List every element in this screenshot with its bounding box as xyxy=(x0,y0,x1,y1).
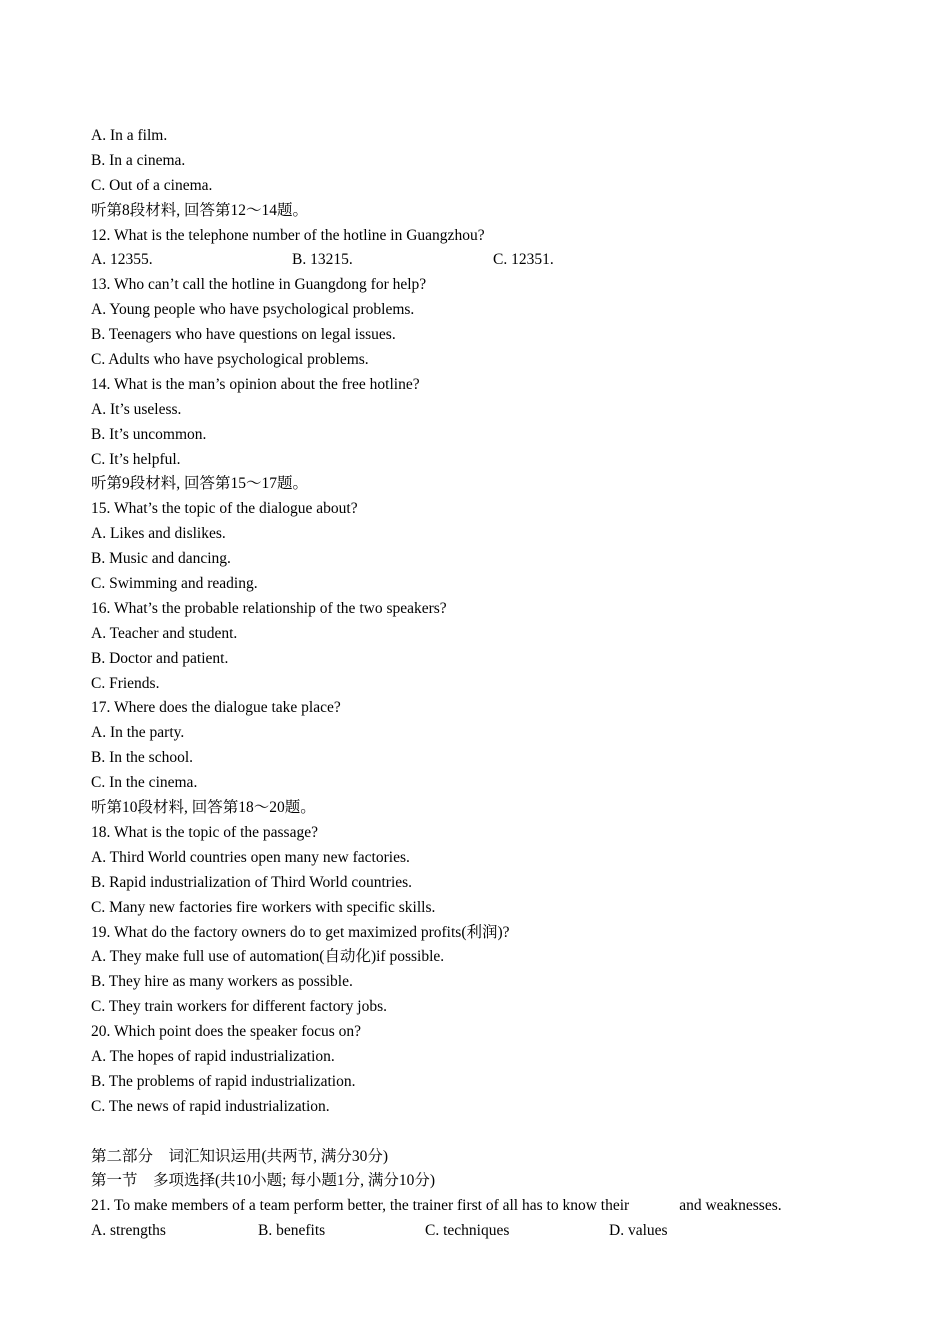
q19-option-b: B. They hire as many workers as possible. xyxy=(91,973,353,991)
q14-question: 14. What is the man’s opinion about the free hotline? xyxy=(91,375,420,393)
q20-option-a: A. The hopes of rapid industrialization. xyxy=(91,1047,335,1065)
q15-option-b: B. Music and dancing. xyxy=(91,550,231,568)
q16-option-a: A. Teacher and student. xyxy=(91,624,238,642)
q12-question: 12. What is the telephone number of the hotline in Guangzhou? xyxy=(91,226,485,244)
q14-option-a: A. It’s useless. xyxy=(91,400,182,418)
q21-option-a: A. strengths xyxy=(91,1222,166,1240)
instruction-passage-10: 听第10段材料, 回答第18～20题。 xyxy=(91,799,316,817)
q12-option-a: A. 12355. xyxy=(91,251,153,269)
q20-option-b: B. The problems of rapid industrialization. xyxy=(91,1072,356,1090)
q17-option-b: B. In the school. xyxy=(91,749,194,767)
q15-option-c: C. Swimming and reading. xyxy=(91,575,258,593)
q21-options xyxy=(91,1219,871,1244)
document-page xyxy=(91,124,871,1244)
part2-section1-heading: 第一节 多项选择(共10小题; 每小题1分, 满分10分) xyxy=(91,1172,436,1190)
q12-option-c: C. 12351. xyxy=(493,251,554,269)
instruction-passage-8: 听第8段材料, 回答第12～14题。 xyxy=(91,201,309,219)
q16-option-c: C. Friends. xyxy=(91,674,160,692)
q19-question: 19. What do the factory owners do to get maximized profits(利润)? xyxy=(91,923,510,941)
q13-option-c: C. Adults who have psychological problems. xyxy=(91,351,369,369)
q21-question xyxy=(91,1194,871,1219)
section-gap xyxy=(91,1120,871,1145)
q11-option-b: B. In a cinema. xyxy=(91,151,186,169)
q19-option-c: C. They train workers for different factory jobs. xyxy=(91,998,387,1016)
q21-option-c: C. techniques xyxy=(425,1222,510,1240)
q12-options xyxy=(91,248,871,273)
q20-option-c: C. The news of rapid industrialization. xyxy=(91,1097,330,1115)
q21-option-b: B. benefits xyxy=(258,1222,326,1240)
q11-option-c: C. Out of a cinema. xyxy=(91,176,213,194)
q18-option-b: B. Rapid industrialization of Third World countries. xyxy=(91,873,413,891)
q15-option-a: A. Likes and dislikes. xyxy=(91,525,226,543)
q18-option-c: C. Many new factories fire workers with specific skills. xyxy=(91,898,436,916)
q15-question: 15. What’s the topic of the dialogue about? xyxy=(91,500,358,518)
q17-question: 17. Where does the dialogue take place? xyxy=(91,699,341,717)
q19-option-a: A. They make full use of automation(自动化)if possible. xyxy=(91,948,445,966)
q11-option-a: A. In a film. xyxy=(91,127,168,144)
q12-option-b: B. 13215. xyxy=(292,251,353,269)
q16-option-b: B. Doctor and patient. xyxy=(91,649,229,667)
q21-question-before-blank: 21. To make members of a team perform better, the trainer first of all has to know their xyxy=(91,1197,630,1215)
q17-option-a: A. In the party. xyxy=(91,724,185,742)
q13-option-b: B. Teenagers who have questions on legal issues. xyxy=(91,326,396,344)
q16-question: 16. What’s the probable relationship of the two speakers? xyxy=(91,599,447,617)
part2-heading: 第二部分 词汇知识运用(共两节, 满分30分) xyxy=(91,1147,389,1165)
q13-option-a: A. Young people who have psychological problems. xyxy=(91,301,415,319)
q14-option-c: C. It’s helpful. xyxy=(91,450,181,468)
q21-question-after-blank: and weaknesses. xyxy=(679,1197,782,1215)
q17-option-c: C. In the cinema. xyxy=(91,774,198,792)
q21-option-d: D. values xyxy=(609,1222,668,1240)
q20-question: 20. Which point does the speaker focus on? xyxy=(91,1023,362,1041)
q14-option-b: B. It’s uncommon. xyxy=(91,425,207,443)
q18-option-a: A. Third World countries open many new factories. xyxy=(91,848,410,866)
q13-question: 13. Who can’t call the hotline in Guangdong for help? xyxy=(91,276,427,294)
q18-question: 18. What is the topic of the passage? xyxy=(91,823,318,841)
instruction-passage-9: 听第9段材料, 回答第15～17题。 xyxy=(91,475,309,493)
